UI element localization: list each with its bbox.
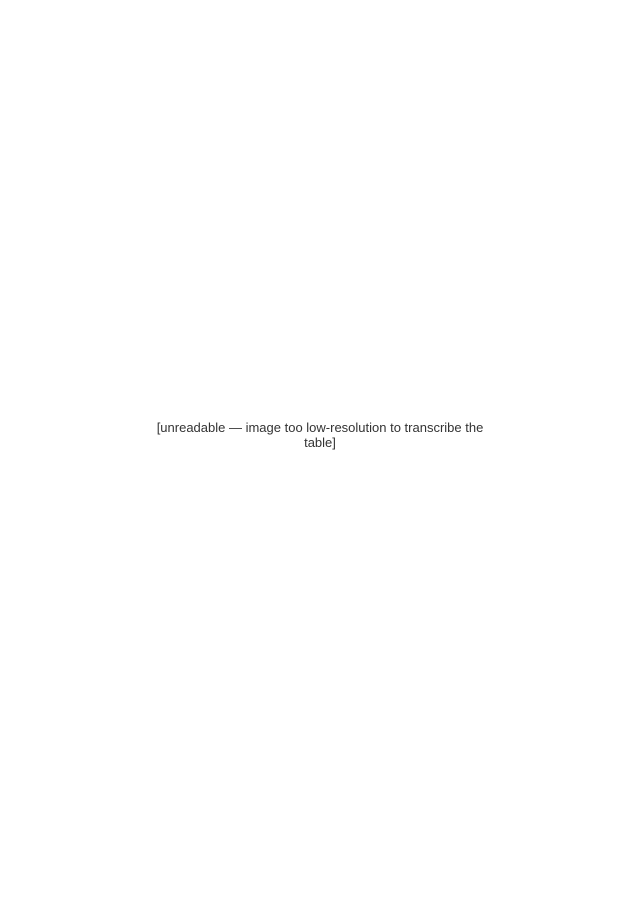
unreadable-note: [unreadable — image too low-resolution to transcribe the table] <box>156 420 484 450</box>
